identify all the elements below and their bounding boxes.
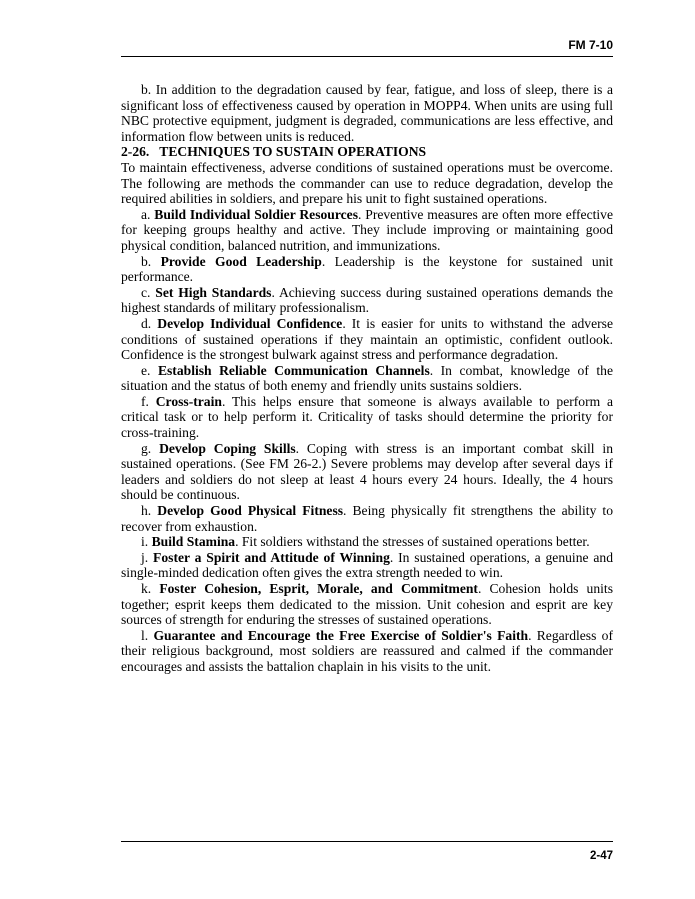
technique-item bbox=[121, 534, 613, 550]
technique-item bbox=[121, 581, 613, 628]
footer-rule bbox=[121, 841, 613, 842]
item-text: . Being physically fit strengthens the ability to recover from exhaustion. bbox=[121, 503, 613, 534]
technique-item bbox=[121, 441, 613, 503]
item-text: . Cohesion holds units together; esprit keeps them dedicated to the mission. Unit cohesion and esprit are key sources of strength for enduring the stresses of sustained operations. bbox=[121, 581, 613, 628]
manual-id-header: FM 7-10 bbox=[568, 38, 613, 52]
item-text: . In combat, knowledge of the situation and the status of both enemy and friendly units sustains soldiers. bbox=[121, 362, 613, 394]
section-title: TECHNIQUES TO SUSTAIN OPERATIONS bbox=[159, 144, 427, 160]
item-heading: Provide Good Leadership bbox=[160, 253, 322, 269]
technique-item bbox=[121, 503, 613, 534]
item-heading: Establish Reliable Communication Channels bbox=[157, 362, 430, 378]
item-text: . Leadership is the keystone for sustained unit performance. bbox=[121, 253, 613, 285]
item-letter: f. bbox=[141, 393, 149, 409]
item-text: . In sustained operations, a genuine and single-minded dedication often gives the extra strength needed to win. bbox=[121, 549, 613, 581]
body-text bbox=[121, 82, 613, 675]
item-heading: Build Individual Soldier Resources bbox=[154, 206, 358, 222]
technique-item bbox=[121, 628, 613, 675]
item-heading: Cross-train bbox=[155, 393, 222, 409]
technique-item bbox=[121, 254, 613, 285]
page-number: 2-47 bbox=[589, 850, 613, 862]
item-letter: b. bbox=[141, 253, 152, 269]
item-text: . Preventive measures are often more effective for keeping groups healthy and active. They include improving or maintaining good physical condition, balanced nutrition, and immunizations. bbox=[121, 206, 613, 253]
item-text: . Regardless of their religious background, most soldiers are reassured and calmed if the commander encourages and assists the battalion chaplain in his visits to the unit. bbox=[121, 627, 613, 674]
item-letter: j. bbox=[141, 549, 149, 565]
item-heading: Develop Good Physical Fitness bbox=[157, 503, 344, 519]
item-letter: a. bbox=[141, 206, 151, 222]
item-heading: Foster Cohesion, Esprit, Morale, and Commitment bbox=[159, 581, 478, 596]
item-letter: e. bbox=[141, 362, 151, 378]
item-letter: i. bbox=[141, 534, 149, 550]
technique-item bbox=[121, 550, 613, 581]
item-letter: h. bbox=[141, 503, 152, 519]
item-heading: Guarantee and Encourage the Free Exercise of Soldier's Faith bbox=[153, 627, 529, 643]
section-heading bbox=[121, 144, 613, 160]
section-lead: To maintain effectiveness, adverse conditions of sustained operations must be overcome. The following are methods the commander can use to reduce degradation, develop the required abilities in soldiers, and prepare his unit to fight sustained operations. bbox=[121, 159, 613, 207]
technique-item bbox=[121, 394, 613, 441]
technique-item bbox=[121, 207, 613, 254]
item-text: . Achieving success during sustained operations demands the highest standards of military professionalism. bbox=[121, 284, 613, 316]
item-letter: g. bbox=[141, 440, 152, 456]
section-number: 2-26. bbox=[121, 144, 150, 160]
item-letter: d. bbox=[141, 315, 152, 331]
item-heading: Build Stamina bbox=[151, 534, 236, 550]
item-text: . This helps ensure that someone is always available to perform a critical task or to help perform it. Criticality of tasks should determine the priority for cross-training. bbox=[121, 393, 614, 441]
item-heading: Foster a Spirit and Attitude of Winning bbox=[153, 549, 390, 565]
intro-paragraph: b. In addition to the degradation caused by fear, fatigue, and loss of sleep, there is a significant loss of effectiveness caused by operation in MOPP4. When units are using full NBC protective equipment, judgment is degraded, communications are less effective, and information flow between units is reduced. bbox=[121, 82, 613, 144]
item-heading: Set High Standards bbox=[155, 284, 272, 300]
item-letter: k. bbox=[141, 581, 152, 596]
item-text: . Fit soldiers withstand the stresses of sustained operations better. bbox=[235, 534, 590, 550]
item-text: . Coping with stress is an important combat skill in sustained operations. (See FM 26-2.) Severe problems may develop after several days if leaders and soldiers do not sleep at least 4 hours every 24 hours. Ideally, the 4 hours should be continuous. bbox=[121, 440, 613, 503]
technique-item bbox=[121, 363, 613, 394]
item-heading: Develop Coping Skills bbox=[159, 440, 296, 456]
item-heading: Develop Individual Confidence bbox=[157, 315, 343, 331]
header-rule bbox=[121, 56, 613, 57]
item-letter: l. bbox=[141, 627, 149, 643]
item-letter: c. bbox=[141, 284, 151, 300]
technique-item bbox=[121, 285, 613, 316]
item-text: . It is easier for units to withstand the adverse conditions of sustained operations if they maintain an optimistic, confident outlook. Confidence is the strongest bulwark against stress and performance degradation. bbox=[121, 315, 613, 363]
technique-item bbox=[121, 316, 613, 363]
technique-list bbox=[121, 207, 613, 675]
